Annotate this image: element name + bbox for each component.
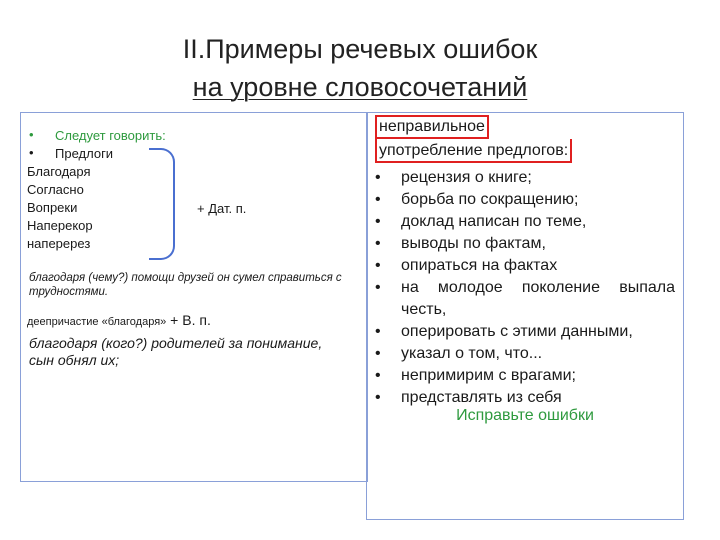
preposition-word: Благодаря [27,164,91,179]
right-panel [366,112,684,520]
preposition-word: Наперекор [27,218,93,233]
bullet-icon: • [29,145,34,160]
preposition-word: наперерез [27,236,91,251]
example-sentence-2: благодаря (кого?) родителей за понимание, сын обнял их; [29,335,323,368]
preposition-word: Вопреки [27,200,78,215]
list-item: • доклад написан по теме, [375,213,587,230]
curly-brace-icon [149,148,175,260]
should-say-label: Следует говорить: [55,128,166,143]
list-item: • оперировать с этими данными, [375,323,633,340]
left-panel [20,112,368,482]
list-item: • на молодое поколение выпала честь, [375,279,675,318]
participle-note: деепричастие «благодаря» + В. п. [27,312,211,328]
bullet-icon: • [29,127,34,142]
list-item: • представлять из себя [375,389,562,406]
list-item: • борьба по сокращению; [375,191,579,208]
title-line-1: II.Примеры речевых ошибок [182,34,538,64]
heading-preposition-usage: употребление предлогов: [375,139,572,163]
title-line-2: на уровне словосочетаний [192,72,528,102]
list-item: • рецензия о книге; [375,169,532,186]
heading-incorrect: неправильное [375,115,489,139]
prepositions-label: Предлоги [55,146,114,161]
list-item: • указал о том, что... [375,345,543,362]
dative-case-label: + Дат. п. [197,201,247,216]
example-sentence-1: благодаря (чему?) помощи друзей он сумел справиться с трудностями. [29,272,342,298]
preposition-word: Согласно [27,182,84,197]
fix-errors-task: Исправьте ошибки [456,407,594,424]
list-item: • выводы по фактам, [375,235,546,252]
list-item: • непримирим с врагами; [375,367,576,384]
list-item: • опираться на фактах [375,257,558,274]
slide-title [0,30,720,106]
error-examples-list [375,167,675,409]
